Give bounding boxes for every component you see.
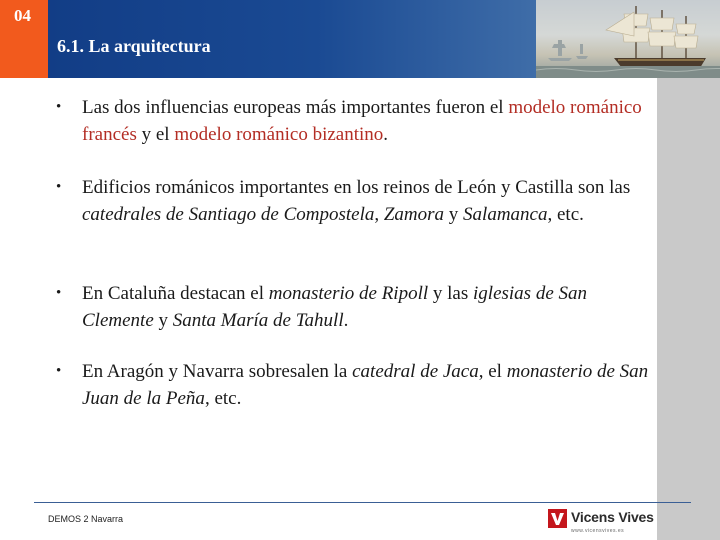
highlight-text: modelo románico bizantino <box>174 124 384 145</box>
text-segment: , el <box>478 361 507 382</box>
highlight-text: modelo románico francés <box>82 97 642 145</box>
text-segment: , etc. <box>547 204 584 225</box>
section-tab <box>0 0 48 78</box>
bullet-text <box>82 174 652 228</box>
italic-text: Salamanca <box>463 204 548 225</box>
footer-divider <box>34 502 691 503</box>
header-bar <box>48 0 536 78</box>
page-title: 6.1. La arquitectura <box>57 36 211 56</box>
text-segment: Edificios románicos importantes en los reinos de León y Castilla son las <box>82 177 631 198</box>
text-segment: y <box>444 204 464 225</box>
section-number: 04 <box>14 6 31 25</box>
bullet-icon: • <box>56 285 62 301</box>
italic-text: iglesias de San Clemente <box>82 283 588 331</box>
bullet-icon: • <box>56 99 62 115</box>
italic-text: Zamora <box>383 204 445 225</box>
text-segment: . <box>383 124 389 145</box>
bullet-text <box>82 280 652 334</box>
italic-text: catedral de Jaca <box>352 361 479 382</box>
italic-text: monasterio de San Juan de la Peña <box>82 361 649 409</box>
text-segment: , etc. <box>204 388 242 409</box>
text-segment: y <box>153 310 173 331</box>
bullet-text <box>82 94 652 148</box>
vicens-vives-logo-icon <box>548 509 567 528</box>
publisher-logo <box>548 509 652 537</box>
logo-subtext: www.vicensvives.es <box>571 528 625 534</box>
italic-text: catedrales de Santiago de Compostela <box>82 204 375 225</box>
italic-text: monasterio de Ripoll <box>268 283 429 304</box>
text-segment: y el <box>136 124 175 145</box>
sailing-ship-icon <box>536 0 720 78</box>
bullet-icon: • <box>56 363 62 379</box>
italic-text: Santa María de Tahull <box>172 310 344 331</box>
text-segment: y las <box>428 283 474 304</box>
logo-text: Vicens Vives <box>571 509 654 525</box>
bullet-icon: • <box>56 179 62 195</box>
text-segment: En Aragón y Navarra sobresalen la <box>82 361 353 382</box>
footer-label: DEMOS 2 Navarra <box>48 514 124 524</box>
sailing-ship-image <box>536 0 720 78</box>
text-segment: En Cataluña destacan el <box>82 283 269 304</box>
bullet-text <box>82 358 652 412</box>
text-segment: . <box>343 310 349 331</box>
side-strip <box>657 78 720 540</box>
text-segment: Las dos influencias europeas más importantes fueron el <box>82 97 509 118</box>
text-segment: , <box>374 204 384 225</box>
